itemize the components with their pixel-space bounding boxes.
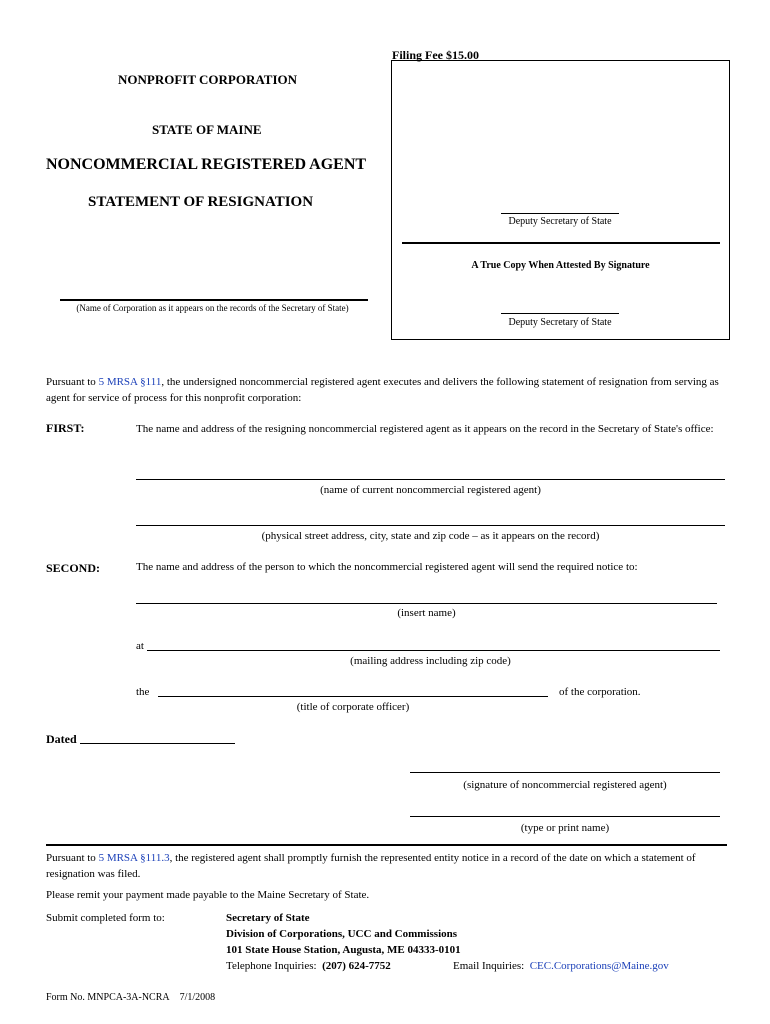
agent-address-field[interactable]: [136, 525, 725, 526]
agent-name-caption: (name of current noncommercial registered agent): [320, 484, 541, 496]
mrsa-111-3-link[interactable]: 5 MRSA §111.3: [98, 852, 170, 864]
notice-name-field[interactable]: [136, 603, 717, 604]
mrsa-111-link[interactable]: 5 MRSA §111: [98, 376, 162, 388]
email-label: Email Inquiries:: [453, 960, 525, 972]
filing-fee: Filing Fee $15.00: [392, 48, 479, 62]
dated-field[interactable]: [80, 743, 235, 744]
corp-name-caption: (Name of Corporation as it appears on the records of the Secretary of State): [76, 303, 349, 313]
title-nonprofit: NONPROFIT CORPORATION: [118, 72, 297, 87]
submit-line2: Division of Corporations, UCC and Commissions: [226, 928, 458, 940]
the-prefix: the: [136, 686, 150, 698]
dated-label: Dated: [46, 732, 77, 746]
phone-label: Telephone Inquiries:: [226, 960, 317, 972]
email-line: [453, 960, 669, 972]
agent-signature-field[interactable]: [410, 772, 720, 773]
email-link[interactable]: CEC.Corporations@Maine.gov: [529, 960, 669, 972]
mailing-address-caption: (mailing address including zip code): [350, 655, 511, 667]
notice-pre: Pursuant to: [46, 852, 99, 864]
stamp-divider: [402, 242, 720, 244]
at-prefix: at: [136, 640, 144, 652]
deputy-signature-line-top: [501, 213, 619, 214]
true-copy-text: A True Copy When Attested By Signature: [471, 260, 650, 271]
remit-text: Please remit your payment made payable to the Maine Secretary of State.: [46, 889, 370, 901]
filing-stamp-box: [391, 60, 730, 340]
form-no: Form No. MNPCA-3A-NCRA: [46, 992, 170, 1003]
phone-number: (207) 624-7752: [322, 960, 391, 972]
first-text: The name and address of the resigning noncommercial registered agent as it appears on the record in the Secretary of State's office:: [136, 423, 714, 435]
submit-line1: Secretary of State: [226, 912, 310, 924]
agent-signature-caption: (signature of noncommercial registered agent): [463, 779, 667, 791]
notice-post: , the registered agent shall promptly furnish the represented entity notice in a record of the date on which a statement of resignation was filed.: [46, 852, 696, 880]
deputy-signature-line-bottom: [501, 313, 619, 314]
mailing-address-field[interactable]: [147, 650, 720, 651]
officer-title-field[interactable]: [158, 696, 548, 697]
second-text: The name and address of the person to which the noncommercial registered agent will send the required notice to:: [136, 561, 638, 573]
second-label: SECOND:: [46, 561, 101, 575]
intro-pre: Pursuant to: [46, 376, 99, 388]
of-corporation-text: of the corporation.: [559, 686, 641, 698]
deputy-caption-bottom: Deputy Secretary of State: [508, 317, 612, 328]
title-state: STATE OF MAINE: [152, 122, 262, 137]
agent-address-caption: (physical street address, city, state and zip code – as it appears on the record): [261, 530, 600, 542]
phone-line: [226, 960, 391, 972]
submit-label: Submit completed form to:: [46, 912, 165, 924]
title-statement: STATEMENT OF RESIGNATION: [88, 194, 314, 210]
intro-post: , the undersigned noncommercial registered agent executes and delivers the following statement of resignation from serving as agent for service of process for this nonprofit corporation:: [46, 376, 719, 404]
section-separator: [46, 844, 727, 846]
first-label: FIRST:: [46, 421, 85, 435]
officer-title-caption: (title of corporate officer): [296, 701, 410, 713]
submit-line3: 101 State House Station, Augusta, ME 04333-0101: [226, 944, 461, 956]
print-name-field[interactable]: [410, 816, 720, 817]
corp-name-field[interactable]: [60, 299, 368, 301]
title-agent: NONCOMMERCIAL REGISTERED AGENT: [46, 156, 367, 173]
deputy-caption-top: Deputy Secretary of State: [508, 216, 612, 227]
notice-name-caption: (insert name): [397, 607, 456, 619]
notice-paragraph: [46, 850, 736, 882]
intro-paragraph: [46, 374, 736, 406]
print-name-caption: (type or print name): [520, 822, 610, 834]
form-date: 7/1/2008: [179, 992, 216, 1003]
form-number: [46, 992, 215, 1003]
agent-name-field[interactable]: [136, 479, 725, 480]
